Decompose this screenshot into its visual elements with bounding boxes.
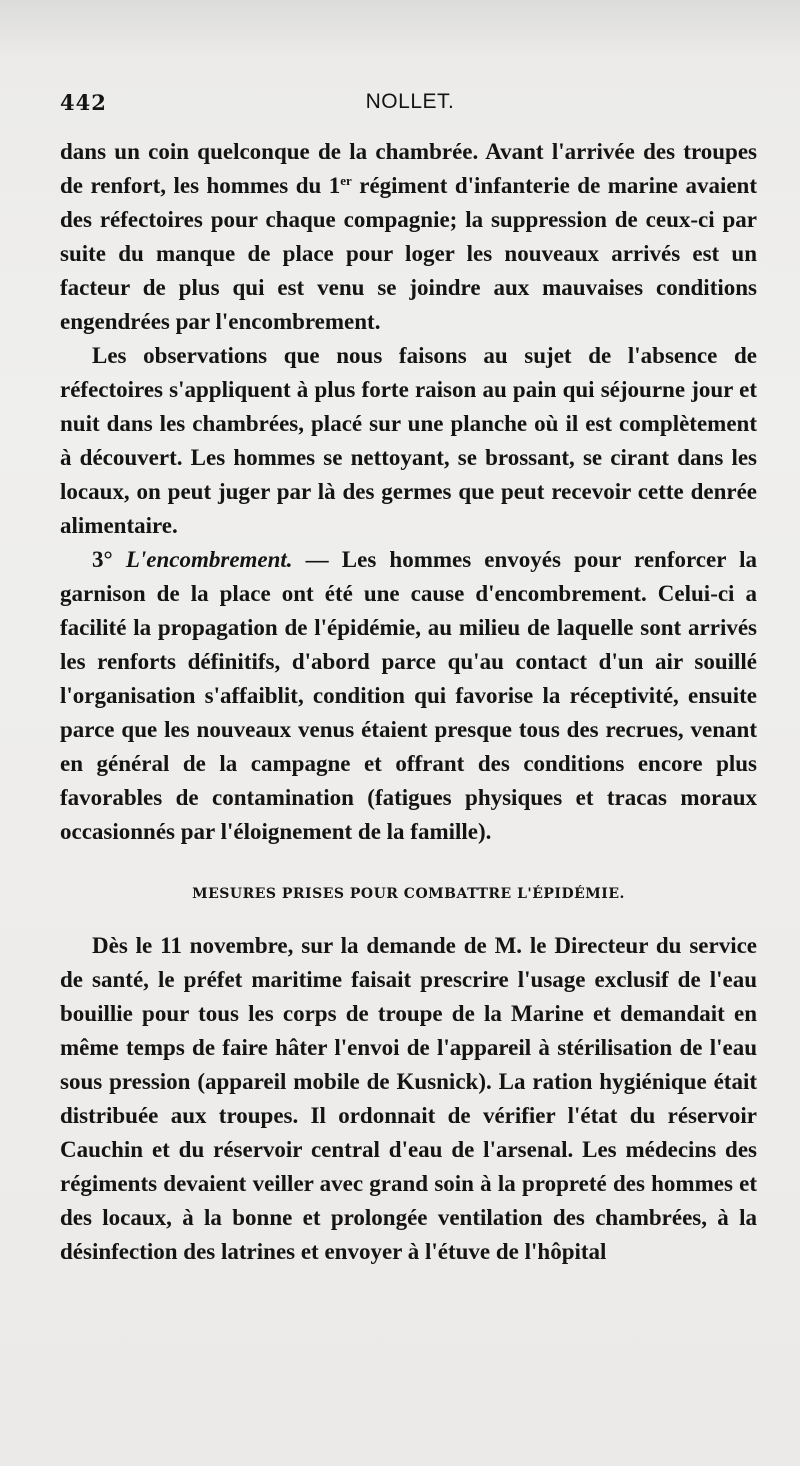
paragraph-text: dans un coin quelconque de la chambrée. Avant l'arrivée des troupes de renfort, les hommes du 1 [60, 139, 757, 198]
paragraph-continuation [60, 135, 757, 339]
section-heading: MESURES PRISES POUR COMBATTRE L'ÉPIDÉMIE. [192, 886, 625, 902]
paragraph: Dès le 11 novembre, sur la demande de M. le Directeur du service de santé, le préfet maritime faisait prescrire l'usage exclusif de l'eau bouillie pour tous les corps de troupe de la Marine et demandait en même temps de faire hâter l'envoi de l'appareil à stérilisation de l'eau sous pression (appareil mobile de Kusnick). La ration hygiénique était distribuée aux troupes. Il ordonnait de vérifier l'état du réservoir Cauchin et du réservoir central d'eau de l'arsenal. Les médecins des régiments devaient veiller avec grand soin à la propreté des hommes et des locaux, à la bonne et prolongée ventilation des chambrées, à la désinfection des latrines et envoyer à l'étuve de l'hôpital [60, 933, 757, 1264]
superscript-ordinal: er [340, 173, 352, 188]
section-number: 3° [92, 547, 113, 572]
section-title: L'encombrement. [125, 547, 293, 572]
paragraph-text: régiment d'infanterie de marine avaient des réfectoires pour chaque compagnie; la suppression de ceux-ci par suite du manque de place pour loger les nouveaux arrivés est un facteur de plus qui est venu se joindre aux mauvaises conditions engendrées par l'encombrement. [60, 173, 757, 334]
page-header [60, 90, 760, 130]
paragraph: Les observations que nous faisons au sujet de l'absence de réfectoires s'appliquent à plus forte raison au pain qui séjourne jour et nuit dans les chambrées, placé sur une planche où il est complètement à découvert. Les hommes se nettoyant, se brossant, se cirant dans les locaux, on peut juger par là des germes que peut recevoir cette denrée alimentaire. [60, 343, 757, 538]
running-head: NOLLET. [365, 90, 455, 113]
page-number: 442 [60, 90, 107, 115]
paragraph-text: — Les hommes envoyés pour renforcer la garnison de la place ont été une cause d'encombrement. Celui-ci a facilité la propagation de l'épidémie, au milieu de laquelle sont arrivés les renforts définitifs, d'abord parce qu'au contact d'un air souillé l'organisation s'affaiblit, condition qui favorise la réceptivité, ensuite parce que les nouveaux venus étaient presque tous des recrues, venant en général de la campagne et offrant des conditions encore plus favorables de contamination (fatigues physiques et tracas moraux occasionnés par l'éloignement de la famille). [60, 547, 758, 844]
paragraph-encombrement [60, 543, 757, 849]
body-text [60, 135, 757, 1269]
